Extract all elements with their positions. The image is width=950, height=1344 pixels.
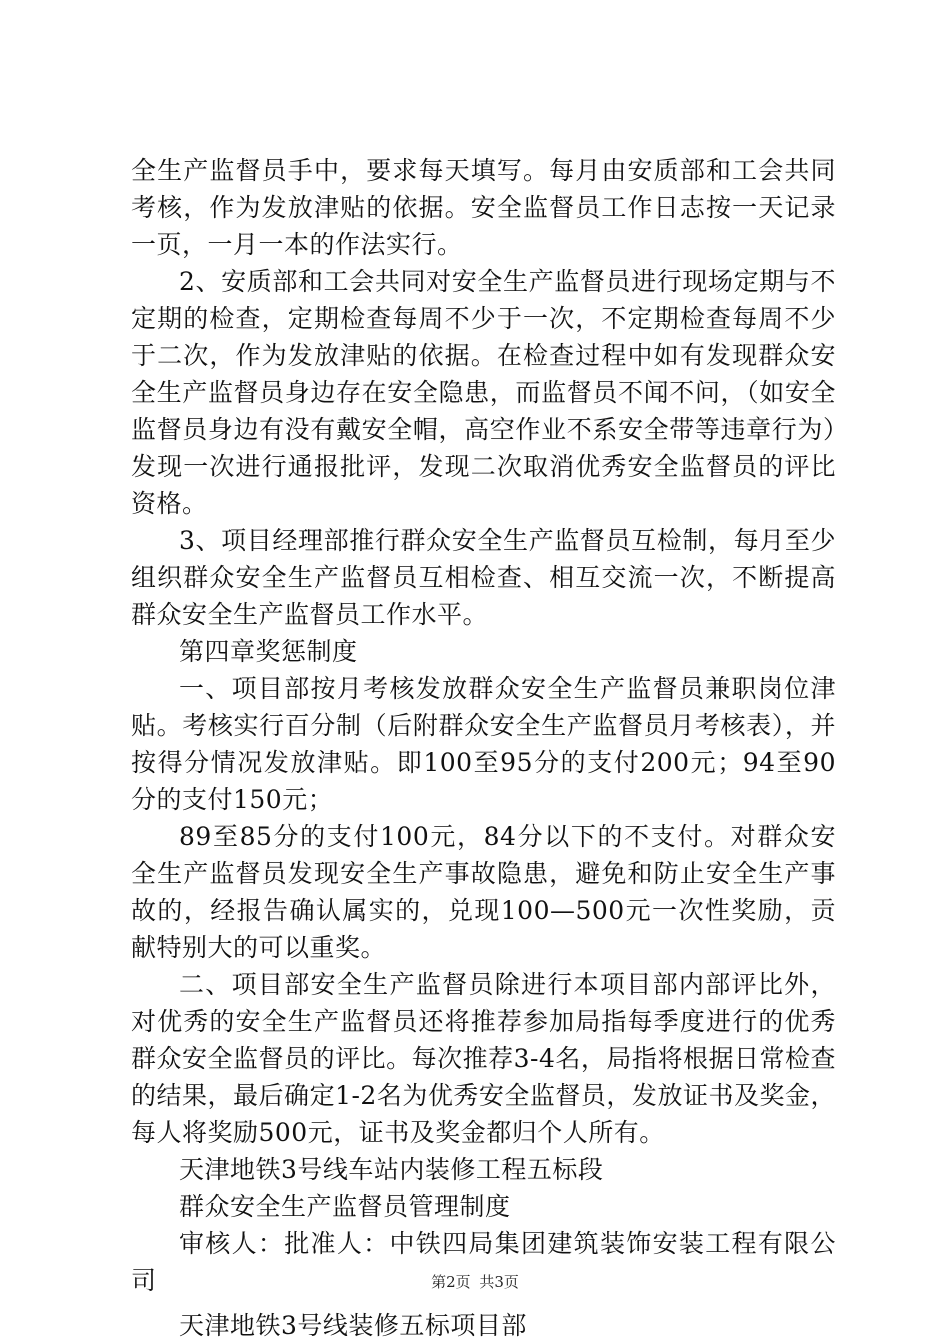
document-body [131, 152, 836, 1344]
paragraph-supervisor-log: 全生产监督员手中，要求每天填写。每月由安质部和工会共同考核，作为发放津贴的依据。安全监督员工作日志按一天记录一页，一月一本的作法实行。 [131, 156, 836, 259]
page-number: 第2页 [431, 1273, 471, 1291]
issuing-department: 天津地铁3号线装修五标项目部 [179, 1311, 527, 1340]
page-total: 共3页 [479, 1273, 519, 1291]
paragraph-reward-rule: 89至85分的支付100元，84分以下的不支付。对群众安全生产监督员发现安全生产事故隐患，避免和防止安全生产事故的，经报告确认属实的，兑现100—500元一次性奖励，贡献特别大的可以重奖。 [131, 822, 836, 962]
paragraph-excellence-selection: 二、项目部安全生产监督员除进行本项目部内部评比外，对优秀的安全生产监督员还将推荐参加局指每季度进行的优秀群众安全监督员的评比。每次推荐3-4名，局指将根据日常检查的结果，最后确定1-2名为优秀安全监督员，发放证书及奖金，每人将奖励500元，证书及奖金都归个人所有。 [131, 970, 836, 1147]
approval-line: 审核人：批准人：中铁四局集团建筑装饰安装工程有限公司 [131, 1229, 836, 1295]
page-footer [0, 1272, 950, 1292]
paragraph-inspection-rule: 2、安质部和工会共同对安全生产监督员进行现场定期与不定期的检查，定期检查每周不少于一次，不定期检查每周不少于二次，作为发放津贴的依据。在检查过程中如有发现群众安全生产监督员身边存在安全隐患，而监督员不闻不问，（如安全监督员身边有没有戴安全帽，高空作业不系安全带等违章行为）发现一次进行通报批评，发现二次取消优秀安全监督员的评比资格。 [131, 267, 836, 518]
chapter-heading: 第四章奖惩制度 [179, 637, 358, 666]
paragraph-monthly-allowance: 一、项目部按月考核发放群众安全生产监督员兼职岗位津贴。考核实行百分制（后附群众安全生产监督员月考核表），并按得分情况发放津贴。即100至95分的支付200元；94至90分的支付150元； [131, 674, 836, 814]
document-title: 群众安全生产监督员管理制度 [179, 1192, 511, 1221]
paragraph-mutual-inspection: 3、项目经理部推行群众安全生产监督员互检制，每月至少组织群众安全生产监督员互相检查、相互交流一次，不断提高群众安全生产监督员工作水平。 [131, 526, 836, 629]
project-name: 天津地铁3号线车站内装修工程五标段 [179, 1155, 604, 1184]
